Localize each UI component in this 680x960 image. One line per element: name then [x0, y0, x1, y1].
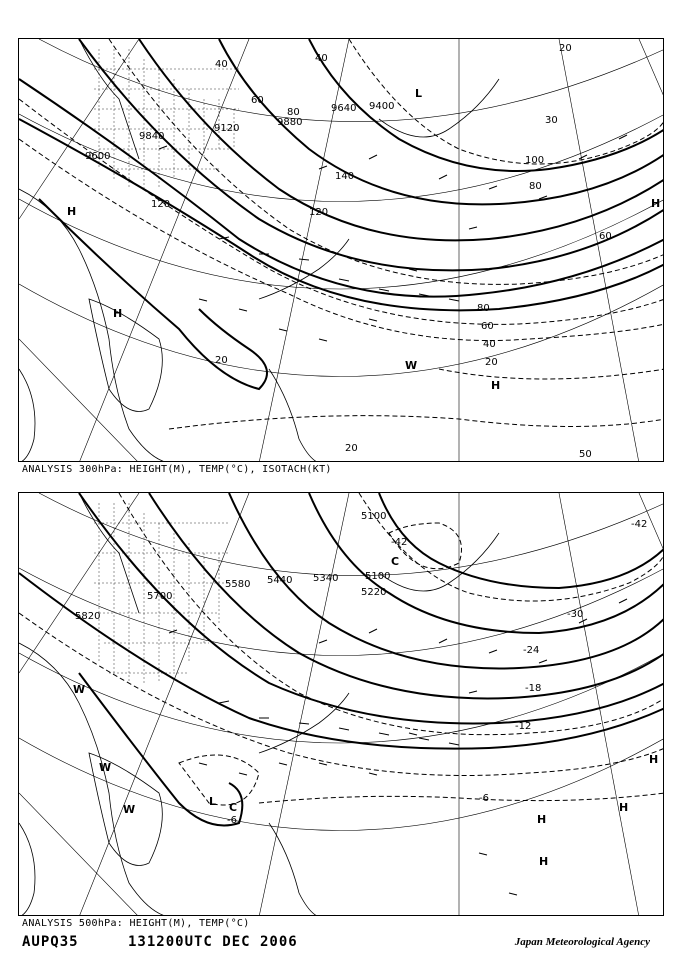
height-label: 5580: [225, 579, 251, 590]
agency-name: Japan Meteorological Agency: [514, 936, 650, 948]
isotach-label: 120: [151, 199, 171, 210]
height-label: 9120: [214, 123, 240, 134]
height-labels: [75, 511, 390, 622]
high-pressure-marker: H: [651, 197, 661, 210]
high-pressure-marker: H: [619, 801, 629, 814]
height-label: 9600: [85, 151, 111, 162]
height-label: 5440: [267, 575, 293, 586]
temp-label: -42: [391, 537, 408, 548]
temp-label: -30: [567, 609, 584, 620]
isotach-label: 60: [599, 231, 612, 242]
high-pressure-marker: H: [649, 753, 659, 766]
high-pressure-marker: H: [537, 813, 547, 826]
isotach-label: 30: [545, 115, 558, 126]
isotach-label: 40: [315, 53, 328, 64]
height-contours: [19, 493, 664, 826]
isotach-label: 60: [481, 321, 494, 332]
high-pressure-marker: H: [113, 307, 123, 320]
map-panel-500hpa: [18, 492, 664, 916]
high-pressure-marker: H: [491, 379, 501, 392]
isotach-label: 50: [579, 449, 592, 460]
temp-label: -42: [631, 519, 648, 530]
isotach-label: 140: [335, 171, 355, 182]
caption-300hpa: ANALYSIS 300hPa: HEIGHT(M), TEMP(°C), ISOTACH(KT): [22, 464, 332, 475]
isotach-label: 20: [215, 355, 228, 366]
height-label: 5700: [147, 591, 173, 602]
warm-marker: W: [123, 803, 136, 816]
isotach-label: 20: [345, 443, 358, 454]
chart-code: AUPQ35: [22, 934, 79, 950]
height-label: 9400: [369, 101, 395, 112]
isotach-label: 80: [529, 181, 542, 192]
cold-marker: C: [391, 555, 400, 568]
isotach-label: 120: [309, 207, 329, 218]
high-pressure-marker: H: [67, 205, 77, 218]
isotach-label: 100: [525, 155, 545, 166]
height-label: 5100: [361, 511, 387, 522]
temperature-labels: [227, 519, 647, 826]
chart-datetime: 131200UTC DEC 2006: [128, 934, 298, 950]
height-label: 5340: [313, 573, 339, 584]
warm-marker: W: [99, 761, 112, 774]
map-500hpa-svg: [19, 493, 664, 916]
low-pressure-marker: L: [415, 87, 423, 100]
height-label: 9880: [277, 117, 303, 128]
warm-marker: W: [405, 359, 418, 372]
isotach-label: 40: [215, 59, 228, 70]
wind-barbs: [159, 135, 627, 341]
cold-marker: C: [229, 801, 238, 814]
temp-label: -24: [523, 645, 540, 656]
high-pressure-marker: H: [539, 855, 549, 868]
height-label: 5820: [75, 611, 101, 622]
height-label: 9640: [331, 103, 357, 114]
temperature-contours: [19, 493, 664, 805]
map-300hpa-svg: [19, 39, 664, 462]
height-labels: [85, 101, 394, 162]
warm-marker: W: [73, 683, 86, 696]
height-label: 5220: [361, 587, 387, 598]
temp-label: -18: [525, 683, 542, 694]
isotach-label: 20: [559, 43, 572, 54]
low-pressure-marker: L: [209, 795, 217, 808]
temp-label: -6: [479, 793, 489, 804]
isotach-label: 40: [483, 339, 496, 350]
temp-label: -12: [515, 721, 532, 732]
isotach-label: 20: [485, 357, 498, 368]
height-label: 9840: [139, 131, 165, 142]
temp-label: -6: [227, 815, 237, 826]
height-label: 5100: [365, 571, 391, 582]
isotach-contours: [19, 39, 664, 429]
caption-500hpa: ANALYSIS 500hPa: HEIGHT(M), TEMP(°C): [22, 918, 250, 929]
hatch-area: [94, 49, 239, 189]
height-contours: [19, 39, 664, 389]
isotach-label: 60: [251, 95, 264, 106]
isotach-label: 80: [477, 303, 490, 314]
map-panel-300hpa: [18, 38, 664, 462]
isotach-label: 80: [287, 107, 300, 118]
